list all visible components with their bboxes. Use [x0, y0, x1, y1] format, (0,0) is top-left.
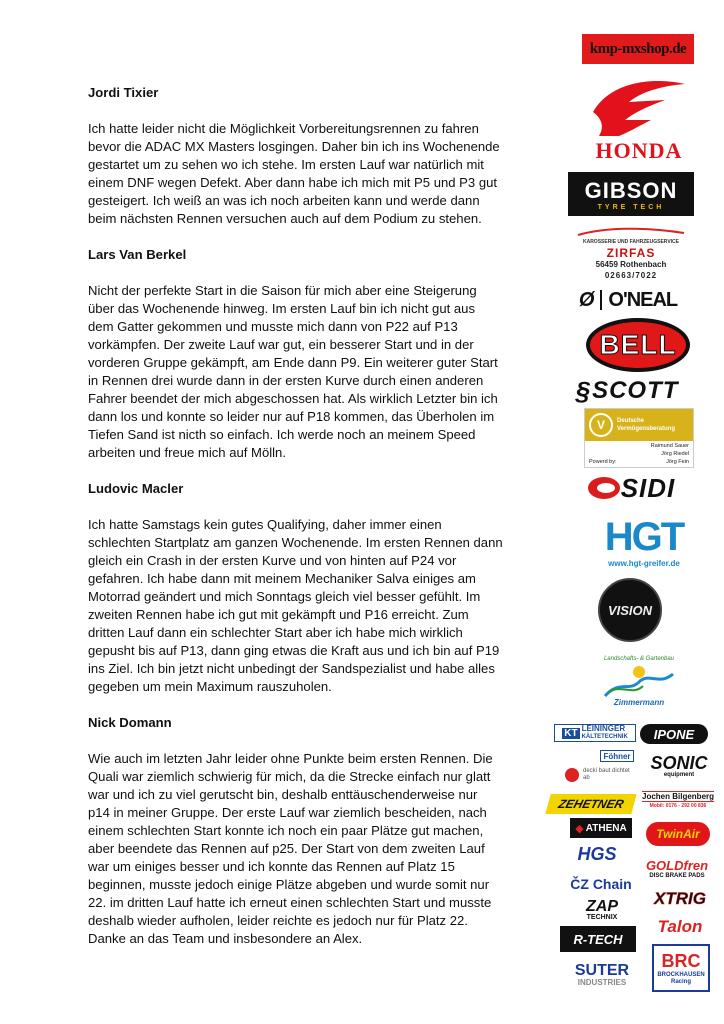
car-swoosh-icon: [576, 227, 686, 237]
paragraph-line: Motorrad geändert und mich Sonntags gleich viel besser gefühlt. Im: [88, 589, 481, 604]
kmp-mxshop-text: kmp-mxshop.de: [589, 40, 687, 57]
paragraph-line: Nicht der perfekte Start in die Saison für mich aber eine Steigerung: [88, 283, 477, 298]
sidi-logo: [568, 472, 694, 504]
vision-logo: [598, 578, 662, 642]
sonic-text: SONIC: [650, 753, 708, 773]
rider-section: [88, 84, 518, 228]
cz-chain-logo: [570, 870, 632, 898]
paragraph-line: in Rennen drei wurde dann in der ersten Kurve durch einen anderen: [88, 373, 484, 388]
oneal-logo: [562, 286, 694, 314]
suter-logo: [558, 960, 646, 990]
hgt-url-text: www.hgt-greifer.de: [608, 558, 680, 568]
hgs-logo: [568, 842, 626, 866]
cz-text: ČZ Chain: [570, 876, 632, 892]
scott-s-icon: §: [575, 376, 591, 406]
sonic-sub-text: equipment: [663, 772, 695, 778]
zimmermann-top-text: Landschafts- & Gartenbau: [603, 655, 675, 662]
jochen-text: Jochen Bilgenberg: [642, 791, 714, 802]
goldfren-sub-text: DISC BRAKE PADS: [649, 872, 705, 879]
decker-icon: [565, 768, 579, 782]
sponsor-sidebar: [548, 0, 724, 1024]
rtech-text: R-TECH: [573, 931, 623, 947]
paragraph-line: beim nächsten Rennen versuchen auch auf dem Podium zu stehen.: [88, 211, 482, 226]
zap-text: ZAP: [586, 898, 618, 915]
athena-logo: [570, 818, 632, 838]
athena-text: ATHENA: [585, 822, 627, 834]
paragraph-line: dem Gatter gekommen und musste mich dann von P22 auf P13: [88, 319, 458, 334]
brc-text: BRC: [661, 950, 701, 971]
zirfas-phone-text: 02663/7022: [604, 271, 658, 280]
hgs-text: HGS: [577, 843, 617, 864]
rider-name: Ludovic Macler: [88, 481, 184, 496]
hgt-text: HGT: [604, 514, 684, 559]
goldfren-logo: [642, 856, 712, 882]
bell-logo: [586, 318, 690, 372]
brc-sub-text: BROCKHAUSEN Racing: [657, 971, 705, 985]
dvag-header: [585, 409, 693, 441]
jochen-logo: [642, 788, 714, 814]
paragraph-line: Fahrer beendet der mich abgeschossen hat. Als wirklich Letzter bin ich: [88, 391, 498, 406]
rider-section: [88, 246, 518, 462]
rider-name: Nick Domann: [88, 715, 172, 730]
kt-text: LEININGER: [581, 724, 626, 733]
scott-logo: [558, 376, 696, 406]
zirfas-text: ZIRFAS: [606, 246, 656, 260]
dvag-logo: [584, 408, 694, 468]
kmp-mxshop-logo: [582, 34, 694, 64]
goldfren-text: GOLDfren: [645, 857, 709, 873]
talon-logo: [648, 916, 712, 938]
sonic-logo: [646, 752, 712, 780]
article-body: [88, 84, 518, 948]
paragraph-line: dritten Lauf dann ein schlechter Start aber ich habe mich wirklich: [88, 625, 463, 640]
paragraph-line: Tiefen Sand ist nicth so einfach. Ich werde noch an meinem Speed: [88, 427, 476, 442]
paragraph-line: bevor die ADAC MX Masters losgingen. Daher bin ich ins Wochenende: [88, 139, 500, 154]
paragraph-line: gefahren. Ich habe dann mit meinem Mechaniker Salva einiges am: [88, 571, 476, 586]
jochen-phone-text: Mobil: 0176 - 292 00 836: [649, 803, 707, 809]
paragraph-line: zweiten Rennen habe ich gut mit gekämpft und P16 erreicht. Zum: [88, 607, 469, 622]
oneal-o-icon: Ø: [578, 288, 595, 311]
zimmermann-logo: [584, 646, 694, 716]
paragraph-line: gleich ein Crash in der ersten Kurve und von hinten auf P24 vor: [88, 553, 457, 568]
honda-logo: [584, 76, 694, 166]
rider-name: Lars Van Berkel: [88, 247, 187, 262]
paragraph-line: arbeiten und freue mich auf Mölln.: [88, 445, 286, 460]
dvag-name-2: Jörg Riedel: [661, 451, 689, 457]
zimmermann-text: Zimmermann: [613, 697, 665, 707]
gibson-logo: [568, 172, 694, 216]
road-swoosh-icon: [599, 662, 679, 698]
fohner-text: Föhner: [603, 751, 631, 761]
paragraph-line: Danke an das Team und insbesondere an Alex.: [88, 931, 363, 946]
xtrig-logo: [648, 888, 712, 910]
paragraph-line: gepusht bis auf P13, dann ging etwas die Kraft aus und ich bin auf P19: [88, 643, 500, 658]
rtech-logo: [560, 926, 636, 952]
gibson-text: GIBSON: [584, 177, 678, 203]
scott-text: SCOTT: [592, 377, 679, 404]
hgt-logo: [594, 510, 694, 572]
paragraph-line: Ich hatte Samstags kein gutes Qualifying, daher immer einen: [88, 517, 442, 532]
suter-text: SUTER: [574, 961, 630, 979]
paragraph-line: gesteigert. Ich weiß an was ich noch arbeiten kann und werde dann: [88, 193, 480, 208]
gibson-sub-text: TYRE TECH: [597, 203, 665, 211]
paragraph-line: gegeben um mein Maximum rauszuholen.: [88, 679, 332, 694]
zehetner-logo: [545, 794, 636, 814]
ipone-text: IPONE: [653, 726, 695, 742]
fohner-logo: [600, 750, 634, 762]
paragraph-line: ins Ziel. Ich bin jetzt nicht unbedingt der Sandspezialist und habe alles: [88, 661, 495, 676]
paragraph-line: vorkämpfen. Der zweite Lauf war gut, ein besserer Start und in der: [88, 337, 474, 352]
zirfas-address-text: 56459 Rothenbach: [595, 260, 667, 269]
brc-logo: [652, 944, 710, 992]
decker-text: decki baut dichtet ab: [583, 768, 630, 781]
suter-sub-text: INDUSTRIES: [577, 977, 627, 987]
paragraph-line: beginnen, musste jedoch einige Plätze abgeben und wurde somit nur: [88, 877, 490, 892]
paragraph-line: Wie auch im letzten Jahr leider ohne Punkte beim ersten Rennen. Die: [88, 751, 493, 766]
zap-sub-text: TECHNIX: [586, 914, 618, 921]
rider-section: [88, 714, 518, 948]
paragraph-line: aber beendete das Rennen auf p25. Der Start von dem zweiten Lauf: [88, 841, 485, 856]
paragraph-line: gestartet um zu sehen wo ich stehe. Im ersten Lauf war natürlich mit: [88, 157, 484, 172]
twinair-logo: [646, 822, 710, 846]
rider-section: [88, 480, 518, 696]
xtrig-text: XTRIG: [654, 889, 706, 908]
twinair-text: TwinAir: [656, 827, 700, 841]
paragraph-line: schlechten Startplatz am ganzen Wochenende. Im ersten Rennen dann: [88, 535, 503, 550]
sidi-text: SIDI: [620, 472, 676, 503]
honda-wing-icon: [589, 78, 689, 136]
paragraph-line: deshalb wieder aufholen, leider reichte es jedoch nur für Platz 22.: [88, 913, 468, 928]
paragraph-line: Ich hatte leider nicht die Möglichkeit Vorbereitungsrennen zu fahren: [88, 121, 479, 136]
paragraph-line: p14 in meiner Gruppe. Der erste Lauf war ziemlich bescheiden, nach: [88, 805, 487, 820]
decker-logo: [562, 764, 634, 786]
oneal-divider: [600, 290, 602, 310]
sidi-swoosh-icon: [587, 474, 621, 502]
paragraph-line: einem schlechten Start konnte ich noch ein paar Plätze gut machen,: [88, 823, 484, 838]
zirfas-logo: [566, 226, 696, 282]
paragraph-line: dann los und konnte so leider nur auf P18 kommen, das Überholen im: [88, 409, 495, 424]
paragraph-line: 22. im dritten Lauf hatte ich erneut einen schlechten Start und musste: [88, 895, 492, 910]
paragraph-line: Quali war ziemlich schwierig für mich, da die Strecke einfach nur glatt: [88, 769, 491, 784]
dvag-name-1: Raimund Sauer: [650, 443, 689, 449]
kt-icon: KT: [564, 727, 578, 739]
kt-sub-text: KÄLTETECHNIK: [581, 734, 628, 740]
ipone-logo: [640, 724, 708, 744]
athena-icon: ◆: [575, 822, 584, 835]
bell-text: BELL: [599, 329, 677, 360]
paragraph-line: einem DNF wegen Defekt. Aber dann habe ich mich mit P5 und P3 gut: [88, 175, 498, 190]
zirfas-top-text: KAROSSERIE UND FAHRZEUGSERVICE: [582, 239, 680, 245]
dvag-powered: Powerd by:: [589, 459, 617, 465]
dvag-v-icon: V: [589, 413, 613, 437]
rider-name: Jordi Tixier: [88, 85, 159, 100]
talon-text: Talon: [657, 917, 703, 936]
paragraph-line: über das Wochenende hinweg. Im ersten Lauf bin ich nicht gut aus: [88, 301, 475, 316]
paragraph-line: war um einiges besser und ich konnte das Rennen auf Platz 15: [88, 859, 455, 874]
dvag-name-3: Jörg Fein: [666, 459, 689, 465]
kt-leininger-logo: [554, 724, 636, 742]
oneal-text: O'NEAL: [608, 288, 678, 311]
dvag-line-2: Vermögensberatung: [617, 426, 676, 432]
vision-text: VISION: [607, 602, 653, 618]
honda-text: HONDA: [595, 138, 683, 163]
zehetner-text: ZEHETNER: [556, 797, 626, 811]
paragraph-line: vorderen Gruppe gekämpft, am Ende dann P9. Ein weiterer guter Start: [88, 355, 498, 370]
zap-logo: [574, 898, 630, 924]
dvag-line-1: Deutsche: [617, 418, 645, 424]
paragraph-line: war und ich zu viel gerutscht bin, deshalb enttäuschenderweise nur: [88, 787, 478, 802]
